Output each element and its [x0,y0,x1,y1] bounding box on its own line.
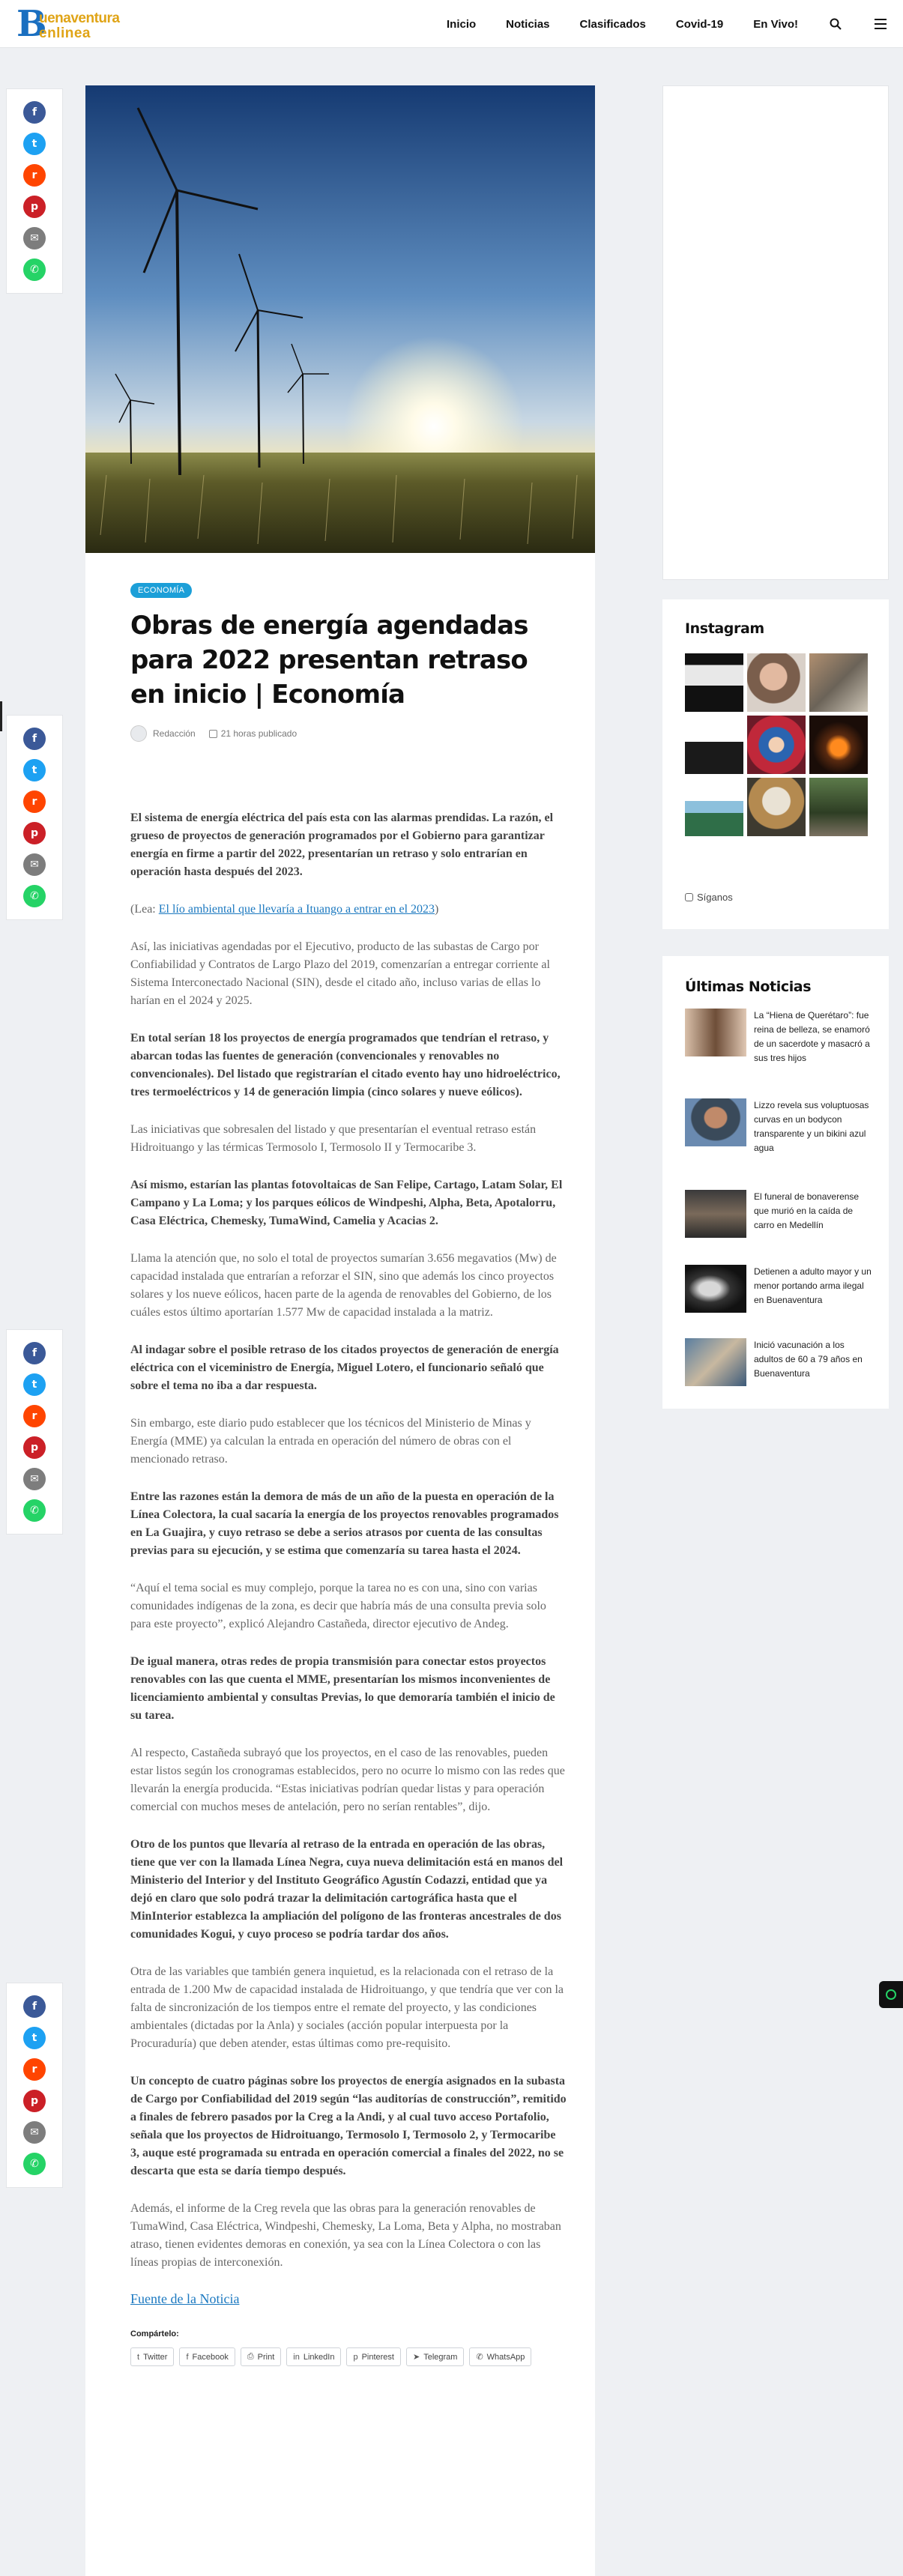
latest-news-widget [662,956,889,1409]
facebook-icon[interactable]: f [23,1342,46,1364]
facebook-icon[interactable]: f [23,101,46,124]
share-whatsapp-button[interactable]: ✆ WhatsApp [469,2347,531,2366]
paragraph: Al respecto, Castañeda subrayó que los proyectos, en el caso de las renovables, pueden estar listos según los cronogramas establecidos, pero no ocurre lo mismo con las redes que llevarán la energía producida. “Estas iniciativas podrían quedar listas y para operación comercial con muchos meses de antelación, pero no serían rentables”, dijo. [130,1747,565,1813]
twitter-icon[interactable]: t [23,133,46,155]
latest-news-title: Últimas Noticias [685,979,812,995]
avatar [130,725,147,742]
email-icon[interactable]: ✉ [23,853,46,876]
share-label: Compártelo: [130,2329,179,2338]
instagram-post[interactable] [809,653,868,712]
source-link[interactable]: Fuente de la Noticia [130,2291,240,2306]
news-thumbnail [685,1098,746,1146]
menu-icon[interactable] [873,16,888,31]
twitter-icon[interactable]: t [23,759,46,781]
paragraph: Las iniciativas que sobresalen del listado y que presentarían el eventual retraso están Hidroituango y las térmicas Termosolo I, Termosolo II y Termocaribe 3. [130,1123,537,1154]
article-title: Obras de energía agendadas para 2022 presentan retraso en inicio | Economía [130,611,528,710]
article-content [130,809,567,2272]
paragraph: Entre las razones están la demora de más de un año de la puesta en operación de la Línea Colectora, la cual sacaría la energía de los proyectos renovables programados en La Guajira, y cuyo retraso se debe a serios atrasos por cuenta de las consultas previas para su ejecución, y se estima que comenzaría su tarea hasta el 2024. [130,1490,559,1557]
whatsapp-icon [886,1989,896,2000]
instagram-icon [685,893,693,901]
instagram-post[interactable] [685,653,743,712]
reddit-icon[interactable]: r [23,790,46,813]
whatsapp-icon[interactable]: ✆ [23,258,46,281]
whatsapp-icon: ✆ [476,2353,483,2362]
whatsapp-icon[interactable]: ✆ [23,2153,46,2175]
instagram-post[interactable] [809,716,868,774]
pinterest-icon[interactable]: p [23,1436,46,1459]
paragraph: Sin embargo, este diario pudo establecer que los técnicos del Ministerio de Minas y Energía (MME) ya calculan la entrada en operación del número de obras con el mencionado retraso. [130,1417,531,1466]
publish-time: 21 horas publicado [220,728,298,739]
paragraph: Así, las iniciativas agendadas por el Ejecutivo, producto de las subastas de Cargo por Confiabilidad y Contratos de Largo Plazo del 2019, comenzarían a entregar corriente al Sistema Interconectado Nacional (SIN), desde el citado año, incluso varias de ellas lo harían en el 2024 y 2025. [130,940,550,1007]
site-logo[interactable]: B uenaventura enlinea [16,3,120,45]
pinterest-icon[interactable]: p [23,196,46,218]
category-badge[interactable]: ECONOMÍA [130,583,192,598]
whatsapp-float-button[interactable] [879,1981,903,2008]
news-thumbnail [685,1009,746,1056]
related-article-link[interactable]: El lío ambiental que llevaría a Ituango a entrar en el 2023 [158,903,435,916]
instagram-widget [662,599,889,929]
instagram-post[interactable] [809,778,868,836]
reddit-icon[interactable]: r [23,2058,46,2081]
main-nav [417,0,888,48]
instagram-post[interactable] [685,716,743,774]
telegram-icon: ➤ [412,2353,420,2362]
news-item[interactable]: Lizzo revela sus voluptuosas curvas en un bodycon transparente y un bikini azul agua [685,1098,872,1155]
nav-item-clasificados[interactable]: Clasificados [579,17,646,31]
news-item[interactable]: Inició vacunación a los adultos de 60 a 79 años en Buenaventura [685,1338,872,1386]
reddit-icon[interactable]: r [23,1405,46,1427]
whatsapp-icon[interactable]: ✆ [23,885,46,907]
facebook-icon[interactable]: f [23,728,46,750]
paragraph: Otra de las variables que también genera inquietud, es la relacionada con el retraso de la entrada de 1.200 Mw de capacidad instalada de Hidroituango, y que tendría que ver con la falta de sincronización de los tiempos entre el remate del proyecto, y las condiciones ambientales (dictadas por la Anla) y sociales (acción popular interpuesta por la Procuraduría) que deben atender, estas últimas como pre-requisito. [130,1965,564,2050]
reddit-icon[interactable]: r [23,164,46,187]
paragraph: Así mismo, estarían las plantas fotovoltaicas de San Felipe, Cartago, Latam Solar, El Campano y La Loma; y los parques eólicos de Windpeshi, Alpha, Beta, Apotalorru, Casa Eléctrica, Chemesky, TumaWind, Camelia y Acacias 2. [130,1179,563,1227]
twitter-icon[interactable]: t [23,2027,46,2049]
whatsapp-icon[interactable]: ✆ [23,1499,46,1522]
paragraph: Al indagar sobre el posible retraso de los citados proyectos de generación de energía eléctrica con el viceministro de Energía, Miguel Lotero, el funcionario señaló que sobre el tema no iba a dar respuesta. [130,1343,559,1392]
print-button[interactable]: ⎙ Print [241,2347,281,2366]
instagram-post[interactable] [747,716,806,774]
ad-slot [662,85,889,580]
related-link-paragraph: (Lea: El lío ambiental que llevaría a Ituango a entrar en el 2023) [130,903,439,916]
news-thumbnail [685,1190,746,1238]
nav-item-noticias[interactable]: Noticias [506,17,550,31]
search-icon[interactable] [828,16,843,31]
email-icon[interactable]: ✉ [23,2121,46,2144]
share-linkedin-button[interactable]: in LinkedIn [286,2347,341,2366]
share-column [6,88,63,294]
paragraph: “Aquí el tema social es muy complejo, porque la tarea no es con una, sino con varias comunidades indígenas de la zona, es decir que habría más de una consulta previa solo para este proyecto”, explicó Alejandro Castañeda, director ejecutivo de Andeg. [130,1582,546,1630]
share-column [6,1983,63,2188]
share-buttons [130,2347,567,2366]
print-icon: ⎙ [247,2352,254,2361]
share-pinterest-button[interactable]: p Pinterest [346,2347,401,2366]
email-icon[interactable]: ✉ [23,1468,46,1490]
instagram-post[interactable] [747,653,806,712]
email-icon[interactable]: ✉ [23,227,46,250]
share-twitter-button[interactable]: t Twitter [130,2347,174,2366]
article-body [130,583,567,2366]
instagram-post[interactable] [685,778,743,836]
pinterest-icon: p [353,2352,358,2362]
news-item[interactable]: La “Hiena de Querétaro”: fue reina de belleza, se enamoró de un sacerdote y masacró a sus tres hijos [685,1009,872,1065]
news-thumbnail [685,1338,746,1386]
facebook-icon: f [186,2352,189,2362]
twitter-icon[interactable]: t [23,1373,46,1396]
edge-tab[interactable] [0,701,2,731]
site-header [0,0,903,48]
share-column [6,715,63,920]
share-telegram-button[interactable]: ➤ Telegram [406,2347,464,2366]
nav-item-covid[interactable]: Covid-19 [675,17,724,31]
linkedin-icon: in [293,2352,300,2362]
news-thumbnail [685,1265,746,1313]
news-item[interactable]: El funeral de bonaverense que murió en la caída de carro en Medellín [685,1190,872,1238]
instagram-post[interactable] [747,778,806,836]
paragraph: En total serían 18 los proyectos de energía programados que tendrían el retraso, y abarcan todas las fuentes de generación (convencionales y renovables no convencionales). Del listado que registrarían el citado evento hay uno hidroeléctrico, tres termoeléctricos y 14 de generación limpia (cinco solares y nueve eólicos). [130,1032,561,1098]
share-column [6,1329,63,1535]
paragraph: Otro de los puntos que llevaría al retraso de la entrada en operación de las obras, tiene que ver con la llamada Línea Negra, cuya nueva delimitación está en manos del Ministerio del Interior y del Instituto Geográfico Agustín Codazzi, entidad que ya dejó en claro que solo podrá trazar la delimitación cartográfica hasta que el MinInterior establezca la ampliación del polígono de las fronteras ancestrales de dos comunidades Kogui, y cuyo proceso se podría tardar dos años. [130,1838,564,1941]
news-item[interactable]: Detienen a adulto mayor y un menor portando arma ilegal en Buenaventura [685,1265,872,1313]
hero-image [85,85,595,553]
instagram-follow-link[interactable]: Síganos [685,892,733,903]
instagram-grid [685,653,868,836]
pinterest-icon[interactable]: p [23,2090,46,2112]
author-name[interactable]: Redacción [153,728,196,739]
paragraph: Además, el informe de la Creg revela que las obras para la generación renovables de TumaWind, Casa Eléctrica, Windpeshi, Chemesky, La Loma, Beta y Alpha, no mostraban atraso, tienen evidentes demoras en conexión, ya sea con la Línea Colectora o con las líneas propias de interconexión. [130,2202,561,2269]
nav-item-en-vivo[interactable]: En Vivo! [753,17,798,31]
share-facebook-button[interactable]: f Facebook [179,2347,235,2366]
article-card [85,85,595,2576]
paragraph: Un concepto de cuatro páginas sobre los proyectos de energía asignados en la subasta de Cargo por Confiabilidad del 2019 según “las auditorías de construcción”, remitido a finales de febrero pasados por la Creg a la Andi, y al cual tuvo acceso Portafolio, señala que los proyectos de Hidroituango, Termosolo I, Termosolo 2, y Termocaribe 3, auque esté programada su entrada en operación comercial a finales del 2022, no se descarta que esta se daría tiempo después. [130,2075,567,2177]
paragraph: Llama la atención que, no solo el total de proyectos sumarían 3.656 megavatios (Mw) de capacidad instalada que entrarían a reforzar el SIN, sino que además los cinco proyectos solares y los nueve eólicos, hacen parte de la agenda de renovables del Gobierno, de los cuáles estos último aportarían 1.577 Mw de capacidad instalada a la matriz. [130,1252,557,1319]
calendar-icon [209,730,217,738]
nav-item-inicio[interactable]: Inicio [446,17,477,31]
instagram-title: Instagram [685,620,764,637]
paragraph: El sistema de energía eléctrica del país esta con las alarmas prendidas. La razón, el grueso de proyectos de generación programados por el Gobierno para garantizar energía en firme a partir del 2022, presentarían un retraso y solo entrarían en operación hasta después del 2023. [130,811,554,878]
twitter-icon: t [137,2352,140,2362]
pinterest-icon[interactable]: p [23,822,46,844]
article-meta [130,725,567,742]
paragraph: De igual manera, otras redes de propia transmisión para conectar estos proyectos renovables con las que cuenta el MME, presentarían los mismos inconvenientes de licenciamiento ambiental y consultas Previas, lo que demoraría también el inicio de su tarea. [130,1655,555,1722]
facebook-icon[interactable]: f [23,1995,46,2018]
